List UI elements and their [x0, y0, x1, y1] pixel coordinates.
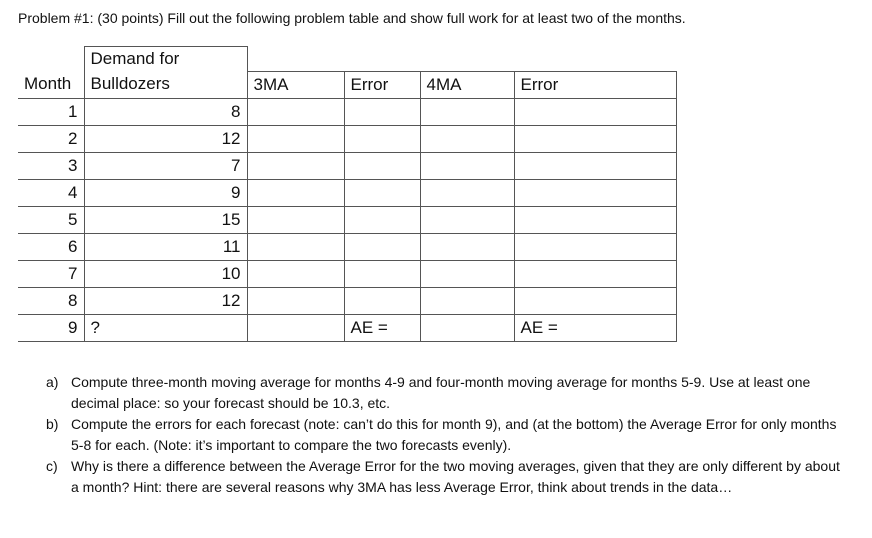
error-3ma-cell[interactable] [344, 98, 420, 125]
3ma-cell[interactable] [247, 287, 344, 314]
3ma-cell[interactable] [247, 206, 344, 233]
4ma-cell[interactable] [420, 125, 514, 152]
error-3ma-cell[interactable] [344, 206, 420, 233]
header-spacer [18, 47, 84, 72]
table-header-row-2 [18, 71, 676, 98]
table-row [18, 233, 676, 260]
error-4ma-cell[interactable] [514, 125, 676, 152]
month-cell: 6 [18, 233, 84, 260]
question-marker: a) [46, 374, 59, 390]
table-row [18, 287, 676, 314]
month-cell: 9 [18, 314, 84, 341]
demand-cell: 10 [84, 260, 247, 287]
4ma-cell[interactable] [420, 260, 514, 287]
error-3ma-cell[interactable] [344, 233, 420, 260]
error-4ma-cell[interactable] [514, 152, 676, 179]
3ma-cell[interactable] [247, 98, 344, 125]
3ma-cell[interactable] [247, 260, 344, 287]
4ma-cell[interactable] [420, 152, 514, 179]
3ma-cell[interactable] [247, 314, 344, 341]
header-error-4ma: Error [514, 71, 676, 98]
problem-table [18, 46, 677, 342]
error-3ma-cell[interactable] [344, 152, 420, 179]
4ma-cell[interactable] [420, 287, 514, 314]
month-cell: 3 [18, 152, 84, 179]
month-cell: 4 [18, 179, 84, 206]
error-4ma-cell[interactable] [514, 206, 676, 233]
4ma-cell[interactable] [420, 314, 514, 341]
error-3ma-cell[interactable] [344, 125, 420, 152]
table-row-month-9 [18, 314, 676, 341]
question-list [46, 372, 846, 498]
table-row [18, 152, 676, 179]
demand-cell: 12 [84, 125, 247, 152]
demand-cell: 11 [84, 233, 247, 260]
average-error-4ma[interactable]: AE = [514, 314, 676, 341]
month-cell: 1 [18, 98, 84, 125]
header-month: Month [18, 71, 84, 98]
demand-cell: 7 [84, 152, 247, 179]
table-row [18, 98, 676, 125]
3ma-cell[interactable] [247, 179, 344, 206]
question-text: Compute three-month moving average for months 4-9 and four-month moving average for months 5-9. Use at least one decimal place: so your forecast should be 10.3, etc. [71, 374, 811, 411]
3ma-cell[interactable] [247, 233, 344, 260]
4ma-cell[interactable] [420, 206, 514, 233]
table-header-row-1 [18, 47, 676, 72]
demand-cell: 9 [84, 179, 247, 206]
month-cell: 5 [18, 206, 84, 233]
error-4ma-cell[interactable] [514, 98, 676, 125]
4ma-cell[interactable] [420, 233, 514, 260]
3ma-cell[interactable] [247, 125, 344, 152]
header-4ma: 4MA [420, 71, 514, 98]
month-cell: 8 [18, 287, 84, 314]
table-row [18, 260, 676, 287]
header-error-3ma: Error [344, 71, 420, 98]
table-body [18, 98, 676, 314]
table-row [18, 179, 676, 206]
header-3ma: 3MA [247, 71, 344, 98]
question-marker: b) [46, 416, 59, 432]
error-3ma-cell[interactable] [344, 260, 420, 287]
4ma-cell[interactable] [420, 179, 514, 206]
4ma-cell[interactable] [420, 98, 514, 125]
question-item [46, 456, 846, 498]
question-item [46, 414, 846, 456]
demand-cell: 8 [84, 98, 247, 125]
header-demand-line1: Demand for [84, 47, 247, 72]
3ma-cell[interactable] [247, 152, 344, 179]
question-item [46, 372, 846, 414]
error-4ma-cell[interactable] [514, 179, 676, 206]
error-4ma-cell[interactable] [514, 233, 676, 260]
error-4ma-cell[interactable] [514, 287, 676, 314]
question-text: Why is there a difference between the Average Error for the two moving averages, given that they are only different by about a month? Hint: there are several reasons why 3MA has less Average Error, think about trends in the data… [71, 458, 840, 495]
month-cell: 7 [18, 260, 84, 287]
error-3ma-cell[interactable] [344, 179, 420, 206]
demand-cell: 15 [84, 206, 247, 233]
month-cell: 2 [18, 125, 84, 152]
average-error-3ma[interactable]: AE = [344, 314, 420, 341]
demand-cell: 12 [84, 287, 247, 314]
table-row [18, 125, 676, 152]
error-4ma-cell[interactable] [514, 260, 676, 287]
question-marker: c) [46, 458, 58, 474]
demand-cell-unknown: ? [84, 314, 247, 341]
error-3ma-cell[interactable] [344, 287, 420, 314]
table-row [18, 206, 676, 233]
question-text: Compute the errors for each forecast (note: can’t do this for month 9), and (at the bottom) the Average Error for only months 5-8 for each. (Note: it’s important to compare the two forecasts evenly). [71, 416, 837, 453]
header-demand-line2: Bulldozers [84, 71, 247, 98]
problem-heading: Problem #1: (30 points) Fill out the following problem table and show full work for at least two of the months. [18, 10, 686, 26]
